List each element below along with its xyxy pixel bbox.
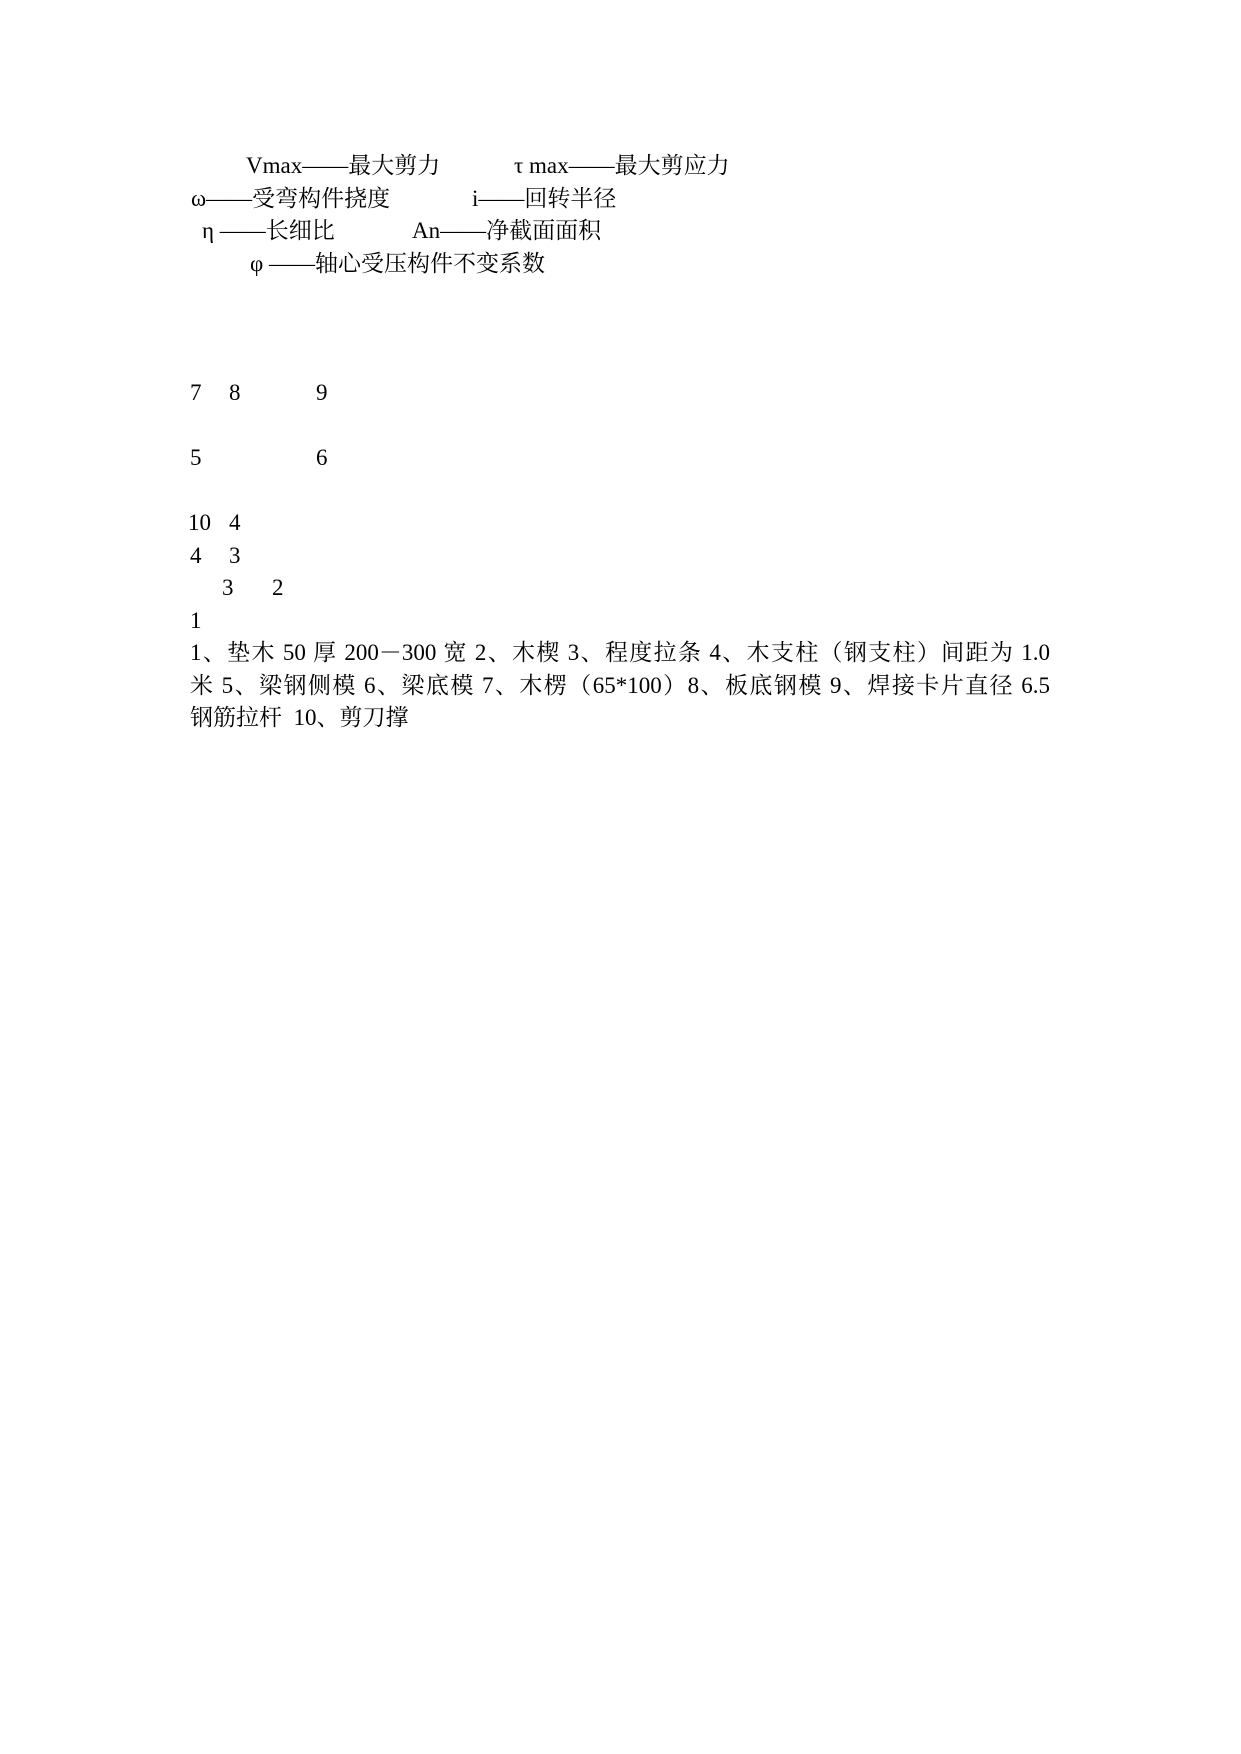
diagram-label-8: 8: [229, 380, 241, 405]
diagram-label-3-upper: 3: [229, 543, 241, 568]
symbol-an: An——净截面面积: [412, 218, 602, 243]
legend-line-1: 1、垫木 50 厚 200－300 宽 2、木楔 3、程度拉条 4、木支柱（钢支柱）间距为 1.0: [190, 640, 1050, 665]
diagram-label-10: 10: [188, 510, 211, 535]
symbol-tau-max: τ max——最大剪应力: [514, 153, 730, 178]
diagram-label-4-lower: 4: [190, 543, 202, 568]
diagram-label-2: 2: [272, 575, 284, 600]
diagram-label-7: 7: [190, 380, 202, 405]
symbol-phi: φ ——轴心受压构件不变系数: [250, 251, 546, 276]
symbol-eta: η ——长细比: [202, 218, 335, 243]
diagram-label-6: 6: [316, 445, 328, 470]
diagram-label-3-lower: 3: [222, 575, 234, 600]
diagram-label-1: 1: [190, 608, 202, 633]
diagram-label-4-upper: 4: [229, 510, 241, 535]
legend-line-3: 钢筋拉杆 10、剪刀撑: [190, 705, 409, 730]
symbol-vmax: Vmax——最大剪力: [246, 153, 441, 178]
diagram-label-9: 9: [316, 380, 328, 405]
symbol-i: i——回转半径: [472, 186, 617, 211]
symbol-omega: ω——受弯构件挠度: [191, 186, 391, 211]
legend-line-2: 米 5、梁钢侧模 6、梁底模 7、木楞（65*100）8、板底钢模 9、焊接卡片直径 6.5: [190, 673, 1050, 698]
diagram-label-5: 5: [190, 445, 202, 470]
